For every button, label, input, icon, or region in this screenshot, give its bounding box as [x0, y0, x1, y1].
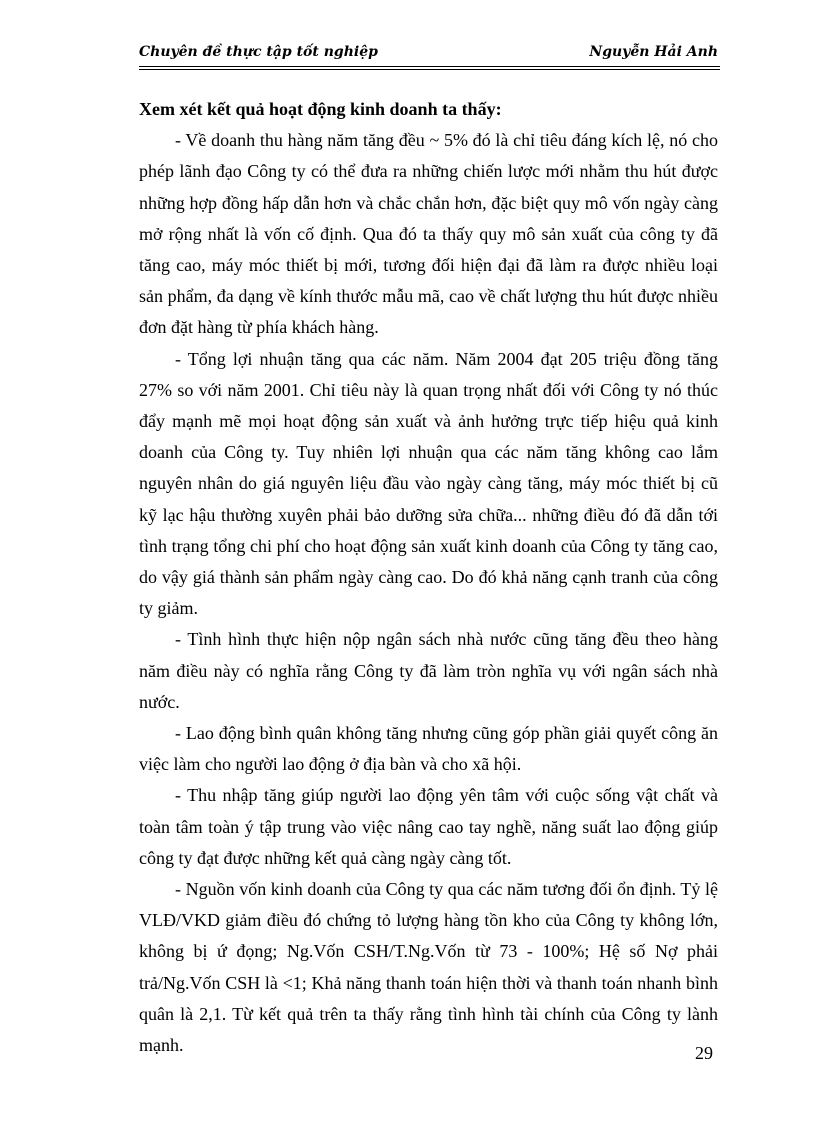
paragraph-income: - Thu nhập tăng giúp người lao động yên tâm với cuộc sống vật chất và toàn tâm toàn ý tập trung vào việc nâng cao tay nghề, năng suất lao động giúp công ty đạt được những kết quả càng ngày càng tốt. — [139, 785, 718, 868]
paragraph-profit: - Tổng lợi nhuận tăng qua các năm. Năm 2004 đạt 205 triệu đồng tăng 27% so với năm 2001. Chỉ tiêu này là quan trọng nhất đối với Công ty nó thúc đẩy mạnh mẽ mọi hoạt động sản xuất và ảnh hưởng trực tiếp hiệu quả kinh doanh của Công ty. Tuy nhiên lợi nhuận qua các năm tăng không cao lắm nguyên nhân do giá nguyên liệu đầu vào ngày càng tăng, máy móc thiết bị cũ kỹ lạc hậu thường xuyên phải bảo dưỡng sửa chữa... những điều đó đã dẫn tới tình trạng tổng chi phí cho hoạt động sản xuất kinh doanh của Công ty tăng cao, do vậy giá thành sản phẩm ngày càng cao. Do đó khả năng cạnh tranh của công ty giảm. — [139, 348, 718, 619]
paragraph-budget: - Tình hình thực hiện nộp ngân sách nhà nước cũng tăng đều theo hàng năm điều này có nghĩa rằng Công ty đã làm tròn nghĩa vụ với ngân sách nhà nước. — [139, 629, 718, 712]
page-number: 29 — [695, 1043, 713, 1063]
header-divider — [139, 69, 720, 70]
page-header — [139, 42, 720, 67]
paragraph-capital: - Nguồn vốn kinh doanh của Công ty qua các năm tương đối ổn định. Tỷ lệ VLĐ/VKD giảm điều đó chứng tỏ lượng hàng tồn kho của Công ty không lớn, không bị ứ đọng; Ng.Vốn CSH/T.Ng.Vốn từ 73 - 100%; Hệ số Nợ phải trả/Ng.Vốn CSH là <1; Khả năng thanh toán hiện thời và thanh toán nhanh bình quân là 2,1. Từ kết quả trên ta thấy rằng tình hình tài chính của Công ty lành mạnh. — [139, 879, 718, 1056]
section-heading: Xem xét kết quả hoạt động kinh doanh ta thấy: — [139, 99, 502, 119]
body-text — [139, 94, 718, 1061]
paragraph-revenue: - Về doanh thu hàng năm tăng đều ~ 5% đó là chỉ tiêu đáng kích lệ, nó cho phép lãnh đạo Công ty có thể đưa ra những chiến lược mới nhằm thu hút được những hợp đồng hấp dẫn hơn và chắc chắn hơn, đặc biệt quy mô vốn ngày càng mở rộng nhất là vốn cố định. Qua đó ta thấy quy mô sản xuất của công ty đã tăng cao, máy móc thiết bị mới, tương đối hiện đại đã làm ra được nhiều loại sản phẩm, đa dạng về kính thước mẫu mã, cao về chất lượng thu hút được nhiều đơn đặt hàng từ phía khách hàng. — [139, 130, 718, 338]
header-author: Nguyễn Hải Anh — [589, 44, 718, 60]
paragraph-labor: - Lao động bình quân không tăng nhưng cũng góp phần giải quyết công ăn việc làm cho người lao động ở địa bàn và cho xã hội. — [139, 723, 718, 775]
header-title: Chuyên đề thực tập tốt nghiệp — [139, 44, 378, 60]
